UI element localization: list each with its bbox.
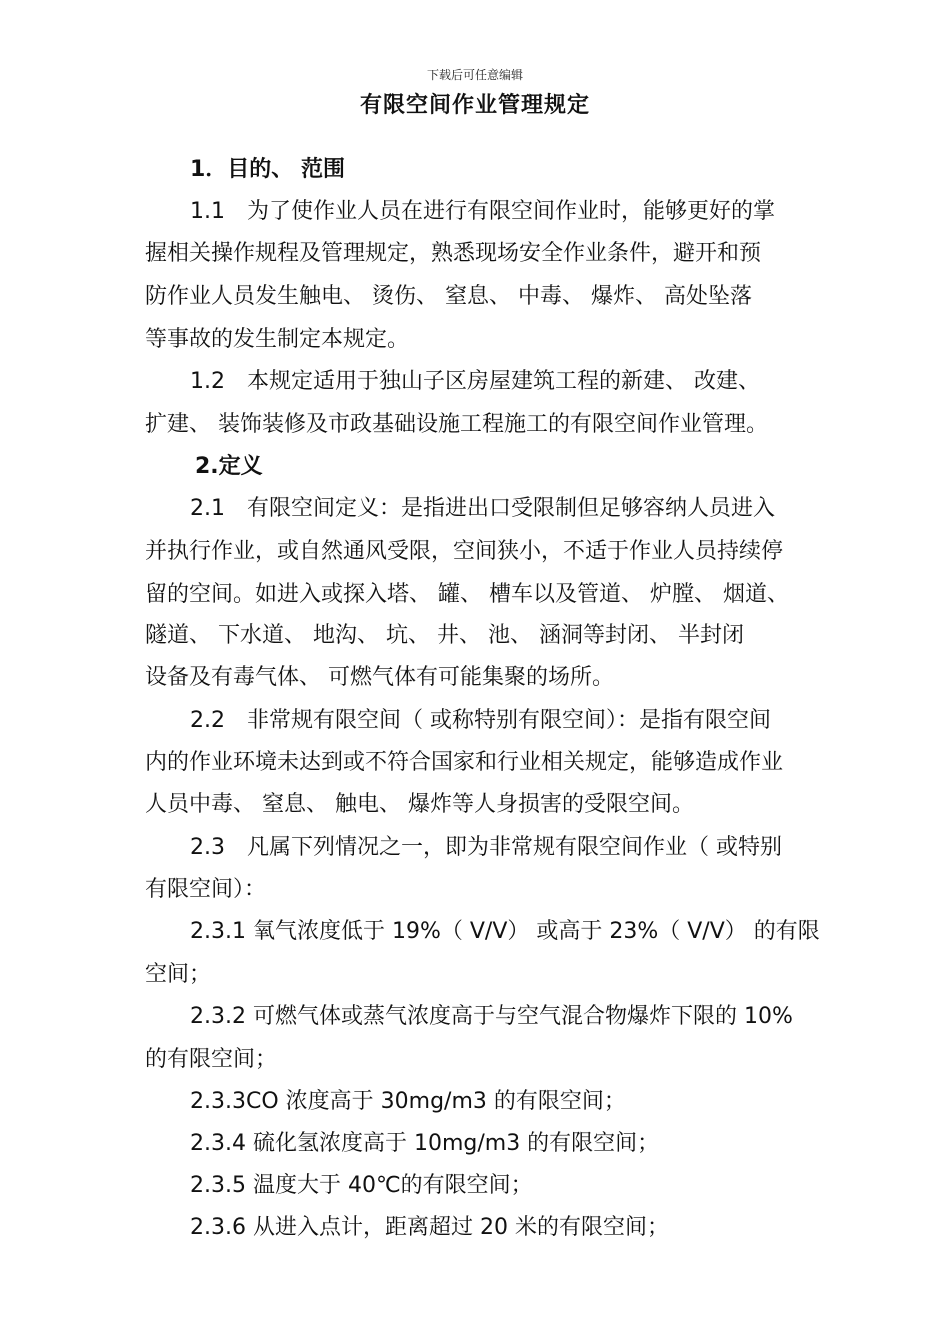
- paragraph-line: 2.3.1 氧气浓度低于 19%（ V/V） 或高于 23%（ V/V） 的有限: [190, 919, 820, 944]
- paragraph-line: 握相关操作规程及管理规定，熟悉现场安全作业条件，避开和预: [145, 241, 762, 266]
- paragraph-line: 内的作业环境未达到或不符合国家和行业相关规定，能够造成作业: [145, 750, 784, 775]
- paragraph-line: 2.3.4 硫化氢浓度高于 10mg/m3 的有限空间；: [190, 1131, 660, 1156]
- paragraph-line: 防作业人员发生触电、 烫伤、 窒息、 中毒、 爆炸、 高处坠落: [145, 284, 752, 309]
- paragraph-line: 等事故的发生制定本规定。: [145, 327, 410, 352]
- paragraph-line: 有限空间）：: [145, 877, 267, 902]
- paragraph-line: 留的空间。如进入或探入塔、 罐、 槽车以及管道、 炉膛、 烟道、: [145, 582, 789, 607]
- paragraph-line: 2.3.2 可燃气体或蒸气浓度高于与空气混合物爆炸下限的 10%: [190, 1004, 793, 1029]
- paragraph-line: 并执行作业，或自然通风受限，空间狭小，不适于作业人员持续停: [145, 539, 784, 564]
- paragraph-line: 1.1 为了使作业人员在进行有限空间作业时，能够更好的掌: [190, 199, 775, 224]
- paragraph-line: 的有限空间；: [145, 1047, 278, 1072]
- paragraph-line: 空间；: [145, 962, 212, 987]
- paragraph-line: 2.3.3CO 浓度高于 30mg/m3 的有限空间；: [190, 1089, 626, 1114]
- section-heading-2: 2.定义: [195, 454, 263, 479]
- header-note: 下载后可任意编辑: [426, 68, 523, 82]
- paragraph-line: 2.3.6 从进入点计，距离超过 20 米的有限空间；: [190, 1215, 669, 1240]
- document-title: 有限空间作业管理规定: [359, 93, 590, 118]
- paragraph-line: 隧道、 下水道、 地沟、 坑、 井、 池、 涵洞等封闭、 半封闭: [145, 623, 744, 648]
- paragraph-line: 扩建、 装饰装修及市政基础设施工程施工的有限空间作业管理。: [145, 412, 768, 437]
- paragraph-line: 2.3 凡属下列情况之一，即为非常规有限空间作业（ 或特别: [190, 835, 782, 860]
- paragraph-line: 人员中毒、 窒息、 触电、 爆炸等人身损害的受限空间。: [145, 792, 694, 817]
- section-heading-1: 1．目的、 范围: [190, 157, 345, 182]
- paragraph-line: 1.2 本规定适用于独山子区房屋建筑工程的新建、 改建、: [190, 369, 760, 394]
- paragraph-line: 设备及有毒气体、 可燃气体有可能集聚的场所。: [145, 665, 614, 690]
- paragraph-line: 2.2 非常规有限空间（ 或称特别有限空间）：是指有限空间: [190, 708, 771, 733]
- paragraph-line: 2.1 有限空间定义：是指进出口受限制但足够容纳人员进入: [190, 496, 775, 521]
- paragraph-line: 2.3.5 温度大于 40℃的有限空间；: [190, 1173, 533, 1198]
